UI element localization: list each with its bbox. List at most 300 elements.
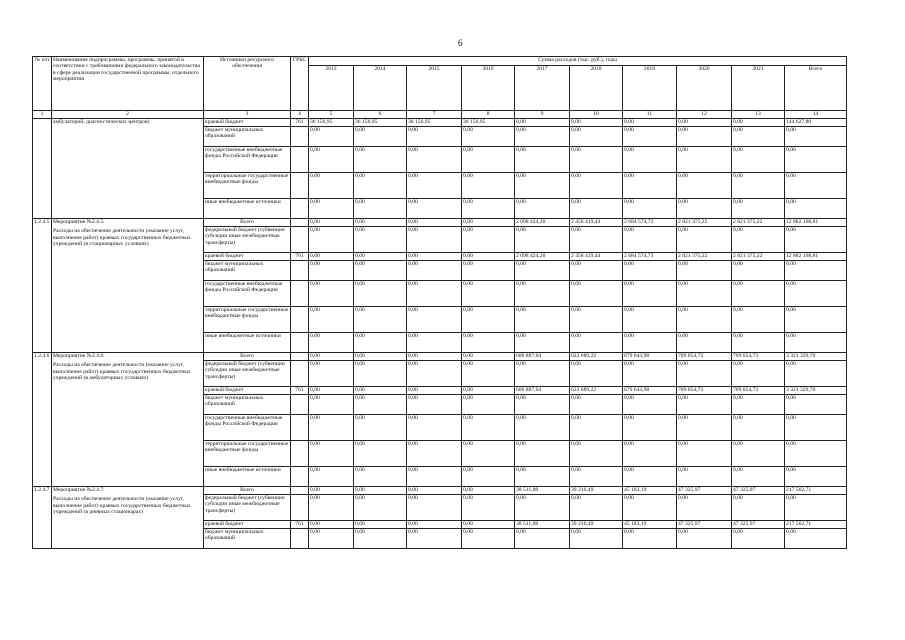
funding-source: федеральный бюджет (субвенции субсидии иные межбюджетные трансферты) — [204, 495, 291, 521]
header-column-number: 12 — [677, 111, 732, 119]
amount-cell: 622 689,22 — [570, 387, 623, 395]
amount-cell: 0,00 — [570, 173, 623, 199]
amount-cell: 0,00 — [732, 395, 785, 415]
amount-cell: 0,00 — [462, 227, 515, 253]
header-year: 2019 — [623, 66, 677, 111]
amount-cell: 0,00 — [515, 441, 570, 467]
amount-cell: 0,00 — [623, 395, 677, 415]
measure-description: Расходы на обеспечение деятельности (оказание услуг, выполнение работ) краевых государственных бюджетных учреждений (в амбулаторных условиях) — [53, 362, 191, 382]
grbs-code — [291, 199, 309, 219]
header-column-number: 1 — [33, 111, 52, 119]
amount-cell: 0,00 — [515, 395, 570, 415]
amount-cell: 0,00 — [515, 261, 570, 281]
funding-source: территориальные государственные внебюджетные фонды — [204, 307, 291, 333]
header-column-number: 4 — [291, 111, 309, 119]
funding-source: Всего — [204, 487, 291, 495]
amount-cell: 0,00 — [570, 415, 623, 441]
amount-cell: 0,00 — [623, 415, 677, 441]
amount-cell: 0,00 — [732, 361, 785, 387]
amount-cell: 0,00 — [462, 353, 515, 361]
amount-cell: 0,00 — [515, 227, 570, 253]
amount-cell: 0,00 — [407, 219, 462, 227]
amount-cell: 12 882 168,81 — [785, 219, 847, 227]
amount-cell: 0,00 — [677, 441, 732, 467]
amount-cell: 0,00 — [677, 307, 732, 333]
header-year: 2020 — [677, 66, 732, 111]
amount-cell: 0,00 — [623, 529, 677, 549]
amount-cell: 0,00 — [462, 521, 515, 529]
amount-cell: 0,00 — [354, 333, 407, 353]
amount-cell: 0,00 — [623, 467, 677, 487]
row-number: 1.2.4.5 — [33, 219, 52, 353]
amount-cell: 0,00 — [570, 261, 623, 281]
header-year: 2018 — [570, 66, 623, 111]
amount-cell: 144 627,80 — [785, 119, 847, 127]
header-col-grbs: ГРБС — [291, 57, 309, 111]
amount-cell: 0,00 — [354, 127, 407, 147]
amount-cell: 0,00 — [785, 147, 847, 173]
amount-cell: 0,00 — [570, 199, 623, 219]
amount-cell: 0,00 — [623, 261, 677, 281]
measure-name-cell — [52, 353, 204, 487]
funding-source: территориальные государственные внебюджетные фонды — [204, 441, 291, 467]
amount-cell: 0,00 — [462, 307, 515, 333]
amount-cell: 0,00 — [407, 521, 462, 529]
amount-cell: 600 887,04 — [515, 353, 570, 361]
amount-cell: 0,00 — [309, 307, 354, 333]
amount-cell: 709 054,73 — [677, 387, 732, 395]
amount-cell: 0,00 — [354, 353, 407, 361]
header-column-number: 13 — [732, 111, 785, 119]
amount-cell: 0,00 — [570, 281, 623, 307]
measure-name-cell — [52, 219, 204, 353]
amount-cell: 2 684 574,73 — [623, 219, 677, 227]
amount-cell: 0,00 — [677, 147, 732, 173]
amount-cell: 0,00 — [407, 333, 462, 353]
header-year: 2017 — [515, 66, 570, 111]
amount-cell: 0,00 — [677, 467, 732, 487]
amount-cell: 0,00 — [407, 173, 462, 199]
measure-title: Мероприятие №2.4.7: — [53, 487, 105, 493]
amount-cell: 2 821 375,22 — [677, 219, 732, 227]
amount-cell: 0,00 — [570, 441, 623, 467]
amount-cell: 2 821 375,22 — [677, 253, 732, 261]
funding-source: иные внебюджетные источники — [204, 467, 291, 487]
amount-cell: 0,00 — [570, 333, 623, 353]
amount-cell: 0,00 — [462, 199, 515, 219]
amount-cell: 0,00 — [407, 261, 462, 281]
amount-cell: 0,00 — [354, 521, 407, 529]
amount-cell: 0,00 — [570, 529, 623, 549]
amount-cell: 0,00 — [462, 467, 515, 487]
funding-source: краевой бюджет — [204, 387, 291, 395]
amount-cell: 0,00 — [407, 361, 462, 387]
amount-cell: 0,00 — [515, 361, 570, 387]
amount-cell: 0,00 — [309, 467, 354, 487]
grbs-code — [291, 361, 309, 387]
amount-cell: 3 321 329,70 — [785, 387, 847, 395]
amount-cell: 0,00 — [785, 395, 847, 415]
amount-cell: 0,00 — [309, 199, 354, 219]
amount-cell: 0,00 — [462, 127, 515, 147]
amount-cell: 0,00 — [732, 467, 785, 487]
funding-source: иные внебюджетные источники — [204, 333, 291, 353]
funding-source: федеральный бюджет (субвенции субсидии иные межбюджетные трансферты) — [204, 361, 291, 387]
amount-cell: 0,00 — [785, 307, 847, 333]
grbs-code — [291, 353, 309, 361]
amount-cell: 217 562,71 — [785, 487, 847, 495]
amount-cell: 0,00 — [785, 415, 847, 441]
amount-cell: 39 216,49 — [570, 521, 623, 529]
amount-cell: 0,00 — [623, 281, 677, 307]
total-row — [33, 219, 847, 227]
amount-cell: 0,00 — [515, 495, 570, 521]
amount-cell: 0,00 — [732, 119, 785, 127]
amount-cell: 0,00 — [462, 261, 515, 281]
amount-cell: 0,00 — [570, 227, 623, 253]
amount-cell: 0,00 — [623, 119, 677, 127]
amount-cell: 0,00 — [570, 395, 623, 415]
amount-cell: 0,00 — [732, 307, 785, 333]
amount-cell: 0,00 — [309, 495, 354, 521]
header-column-number: 3 — [204, 111, 291, 119]
amount-cell: 2 821 375,22 — [732, 219, 785, 227]
amount-cell: 2 098 424,20 — [515, 253, 570, 261]
header-year: 2016 — [462, 66, 515, 111]
amount-cell: 2 456 419,44 — [570, 253, 623, 261]
amount-cell: 0,00 — [354, 415, 407, 441]
amount-cell: 0,00 — [677, 127, 732, 147]
amount-cell: 0,00 — [570, 127, 623, 147]
amount-cell: 0,00 — [309, 333, 354, 353]
header-col-name: Наименование подпрограммы, программы, принятой в соответствии с требованиями федерального законодательства в сфере реализации государственной программы, отдельного мероприятия — [52, 57, 204, 111]
amount-cell: 0,00 — [407, 199, 462, 219]
amount-cell: 709 054,73 — [732, 387, 785, 395]
amount-cell: 0,00 — [785, 361, 847, 387]
funding-source: федеральный бюджет (субвенции субсидии иные межбюджетные трансферты) — [204, 227, 291, 253]
amount-cell: 0,00 — [677, 495, 732, 521]
amount-cell: 0,00 — [732, 441, 785, 467]
amount-cell: 2 098 424,20 — [515, 219, 570, 227]
grbs-code: 761 — [291, 387, 309, 395]
amount-cell: 0,00 — [732, 529, 785, 549]
amount-cell: 0,00 — [785, 441, 847, 467]
amount-cell: 38 511,08 — [515, 521, 570, 529]
header-col-source: Источники ресурсного обеспечения — [204, 57, 291, 111]
amount-cell: 0,00 — [732, 333, 785, 353]
amount-cell: 45 183,19 — [623, 521, 677, 529]
grbs-code — [291, 395, 309, 415]
amount-cell: 0,00 — [309, 353, 354, 361]
amount-cell: 0,00 — [354, 261, 407, 281]
amount-cell: 36 156,95 — [354, 119, 407, 127]
amount-cell: 0,00 — [462, 395, 515, 415]
funding-source: территориальные государственные внебюджетные фонды — [204, 173, 291, 199]
grbs-code — [291, 127, 309, 147]
header-numbers-row — [33, 111, 847, 119]
header-year: 2013 — [309, 66, 354, 111]
amount-cell: 0,00 — [677, 529, 732, 549]
grbs-code — [291, 441, 309, 467]
header-column-number: 6 — [354, 111, 407, 119]
amount-cell: 0,00 — [354, 219, 407, 227]
amount-cell: 0,00 — [515, 529, 570, 549]
amount-cell: 0,00 — [407, 495, 462, 521]
amount-cell: 0,00 — [785, 529, 847, 549]
amount-cell: 2 456 419,44 — [570, 219, 623, 227]
amount-cell: 0,00 — [515, 333, 570, 353]
header-column-number: 9 — [515, 111, 570, 119]
amount-cell: 0,00 — [623, 227, 677, 253]
amount-cell: 0,00 — [570, 495, 623, 521]
header-year: 2021 — [732, 66, 785, 111]
amount-cell: 38 511,08 — [515, 487, 570, 495]
amount-cell: 0,00 — [732, 147, 785, 173]
measure-title: Мероприятие №2.4.5: — [53, 219, 105, 225]
page-number: 6 — [458, 38, 463, 48]
amount-cell: 0,00 — [462, 415, 515, 441]
amount-cell: 0,00 — [677, 227, 732, 253]
amount-cell: 0,00 — [462, 333, 515, 353]
amount-cell: 0,00 — [785, 333, 847, 353]
amount-cell: 12 882 168,81 — [785, 253, 847, 261]
grbs-code — [291, 487, 309, 495]
amount-cell: 0,00 — [515, 127, 570, 147]
amount-cell: 0,00 — [623, 441, 677, 467]
amount-cell: 0,00 — [677, 281, 732, 307]
amount-cell: 0,00 — [309, 253, 354, 261]
measure-description: Расходы на обеспечение деятельности (оказание услуг, выполнение работ) краевых государственных бюджетных учреждений (в стационарных условиях) — [53, 228, 191, 248]
amount-cell: 0,00 — [677, 119, 732, 127]
amount-cell: 0,00 — [732, 173, 785, 199]
amount-cell: 0,00 — [515, 415, 570, 441]
amount-cell: 0,00 — [732, 495, 785, 521]
grbs-code — [291, 529, 309, 549]
amount-cell: 0,00 — [462, 495, 515, 521]
amount-cell: 0,00 — [462, 441, 515, 467]
amount-cell: 0,00 — [732, 199, 785, 219]
grbs-code — [291, 415, 309, 441]
grbs-code — [291, 227, 309, 253]
amount-cell: 0,00 — [462, 529, 515, 549]
amount-cell: 0,00 — [785, 127, 847, 147]
amount-cell: 0,00 — [354, 281, 407, 307]
amount-cell: 0,00 — [354, 467, 407, 487]
grbs-code — [291, 173, 309, 199]
amount-cell: 0,00 — [309, 281, 354, 307]
amount-cell: 0,00 — [407, 487, 462, 495]
amount-cell: 0,00 — [309, 173, 354, 199]
amount-cell: 0,00 — [309, 227, 354, 253]
amount-cell: 0,00 — [515, 199, 570, 219]
amount-cell: 0,00 — [407, 529, 462, 549]
amount-cell: 2 821 375,22 — [732, 253, 785, 261]
amount-cell: 0,00 — [462, 361, 515, 387]
header-column-number: 2 — [52, 111, 204, 119]
amount-cell: 0,00 — [309, 387, 354, 395]
amount-cell: 679 643,98 — [623, 353, 677, 361]
header-column-number: 14 — [785, 111, 847, 119]
table-body — [33, 119, 847, 549]
amount-cell: 0,00 — [354, 227, 407, 253]
funding-source: государственные внебюджетные фонды Российской Федерации — [204, 415, 291, 441]
amount-cell: 0,00 — [732, 261, 785, 281]
header-year: Всего — [785, 66, 847, 111]
amount-cell: 0,00 — [623, 333, 677, 353]
amount-cell: 0,00 — [677, 173, 732, 199]
amount-cell: 0,00 — [354, 495, 407, 521]
amount-cell: 0,00 — [309, 441, 354, 467]
header-column-number: 5 — [309, 111, 354, 119]
amount-cell: 0,00 — [623, 199, 677, 219]
amount-cell: 0,00 — [623, 307, 677, 333]
grbs-code — [291, 147, 309, 173]
row-number: 1.2.4.7 — [33, 487, 52, 549]
measure-name-cell — [52, 487, 204, 549]
header-col-no: № п/п — [33, 57, 52, 111]
amount-cell: 0,00 — [309, 219, 354, 227]
amount-cell: 0,00 — [407, 307, 462, 333]
amount-cell: 0,00 — [785, 281, 847, 307]
amount-cell: 0,00 — [515, 119, 570, 127]
amount-cell: 0,00 — [309, 361, 354, 387]
amount-cell: 0,00 — [407, 253, 462, 261]
grbs-code: 761 — [291, 521, 309, 529]
amount-cell: 0,00 — [354, 441, 407, 467]
grbs-code — [291, 281, 309, 307]
amount-cell: 0,00 — [407, 353, 462, 361]
total-row — [33, 487, 847, 495]
amount-cell: 0,00 — [623, 361, 677, 387]
amount-cell: 0,00 — [785, 173, 847, 199]
amount-cell: 0,00 — [570, 119, 623, 127]
amount-cell: 0,00 — [309, 395, 354, 415]
amount-cell: 0,00 — [677, 361, 732, 387]
amount-cell: 0,00 — [570, 307, 623, 333]
amount-cell: 0,00 — [677, 261, 732, 281]
total-row — [33, 353, 847, 361]
amount-cell: 0,00 — [732, 281, 785, 307]
header-column-number: 10 — [570, 111, 623, 119]
amount-cell: 0,00 — [407, 147, 462, 173]
amount-cell: 0,00 — [354, 173, 407, 199]
amount-cell: 709 054,73 — [732, 353, 785, 361]
amount-cell: 0,00 — [515, 281, 570, 307]
header-column-number: 8 — [462, 111, 515, 119]
amount-cell: 0,00 — [570, 361, 623, 387]
amount-cell: 0,00 — [462, 219, 515, 227]
amount-cell: 679 643,98 — [623, 387, 677, 395]
header-column-number: 11 — [623, 111, 677, 119]
header-year: 2015 — [407, 66, 462, 111]
measure-description: Расходы на обеспечение деятельности (оказание услуг, выполнение работ) краевых государственных бюджетных учреждений (в дневных стационарах) — [53, 496, 191, 516]
amount-cell: 0,00 — [462, 253, 515, 261]
amount-cell: 0,00 — [570, 147, 623, 173]
amount-cell: 0,00 — [515, 147, 570, 173]
amount-cell: 0,00 — [623, 147, 677, 173]
measure-name: амбулаторий, диагностических центров) — [52, 119, 204, 219]
amount-cell: 0,00 — [354, 361, 407, 387]
amount-cell: 0,00 — [309, 147, 354, 173]
amount-cell: 0,00 — [732, 227, 785, 253]
header-year: 2014 — [354, 66, 407, 111]
amount-cell: 217 562,71 — [785, 521, 847, 529]
amount-cell: 2 684 574,73 — [623, 253, 677, 261]
funding-source: Всего — [204, 353, 291, 361]
amount-cell: 3 321 329,70 — [785, 353, 847, 361]
amount-cell: 0,00 — [407, 441, 462, 467]
funding-source: краевой бюджет — [204, 521, 291, 529]
grbs-code — [291, 307, 309, 333]
amount-cell: 47 325,97 — [677, 487, 732, 495]
amount-cell: 47 325,97 — [677, 521, 732, 529]
amount-cell: 0,00 — [309, 529, 354, 549]
amount-cell: 0,00 — [623, 127, 677, 147]
budget-table — [32, 56, 847, 549]
amount-cell: 600 887,04 — [515, 387, 570, 395]
amount-cell: 39 216,49 — [570, 487, 623, 495]
amount-cell: 0,00 — [462, 487, 515, 495]
amount-cell: 0,00 — [407, 415, 462, 441]
amount-cell: 36 156,95 — [309, 119, 354, 127]
amount-cell: 0,00 — [354, 147, 407, 173]
grbs-code: 761 — [291, 253, 309, 261]
amount-cell: 0,00 — [354, 487, 407, 495]
amount-cell: 0,00 — [407, 127, 462, 147]
amount-cell: 47 325,97 — [732, 487, 785, 495]
amount-cell: 0,00 — [623, 495, 677, 521]
amount-cell: 0,00 — [462, 173, 515, 199]
funding-source: государственные внебюджетные фонды Российской Федерации — [204, 147, 291, 173]
measure-title: Мероприятие №2.4.6: — [53, 353, 105, 359]
amount-cell: 36 156,95 — [407, 119, 462, 127]
amount-cell: 0,00 — [515, 467, 570, 487]
amount-cell: 0,00 — [732, 415, 785, 441]
amount-cell: 0,00 — [462, 387, 515, 395]
header-column-number: 7 — [407, 111, 462, 119]
amount-cell: 0,00 — [570, 467, 623, 487]
funding-source: краевой бюджет — [204, 253, 291, 261]
amount-cell: 0,00 — [677, 199, 732, 219]
grbs-code — [291, 467, 309, 487]
amount-cell: 0,00 — [677, 395, 732, 415]
amount-cell: 0,00 — [732, 127, 785, 147]
amount-cell: 0,00 — [515, 173, 570, 199]
funding-source: бюджет муниципальных образований — [204, 261, 291, 281]
amount-cell: 0,00 — [407, 281, 462, 307]
grbs-code: 761 — [291, 119, 309, 127]
amount-cell: 0,00 — [309, 415, 354, 441]
amount-cell: 0,00 — [407, 227, 462, 253]
amount-cell: 0,00 — [785, 467, 847, 487]
amount-cell: 45 183,19 — [623, 487, 677, 495]
amount-cell: 0,00 — [462, 147, 515, 173]
amount-cell: 0,00 — [309, 127, 354, 147]
amount-cell: 0,00 — [785, 199, 847, 219]
amount-cell: 0,00 — [407, 395, 462, 415]
grbs-code — [291, 261, 309, 281]
funding-source: бюджет муниципальных образований — [204, 529, 291, 549]
grbs-code — [291, 219, 309, 227]
grbs-code — [291, 333, 309, 353]
amount-cell: 0,00 — [785, 261, 847, 281]
amount-cell: 0,00 — [309, 487, 354, 495]
amount-cell: 0,00 — [785, 495, 847, 521]
amount-cell: 0,00 — [407, 467, 462, 487]
amount-cell: 0,00 — [354, 529, 407, 549]
amount-cell: 47 325,97 — [732, 521, 785, 529]
amount-cell: 622 689,22 — [570, 353, 623, 361]
